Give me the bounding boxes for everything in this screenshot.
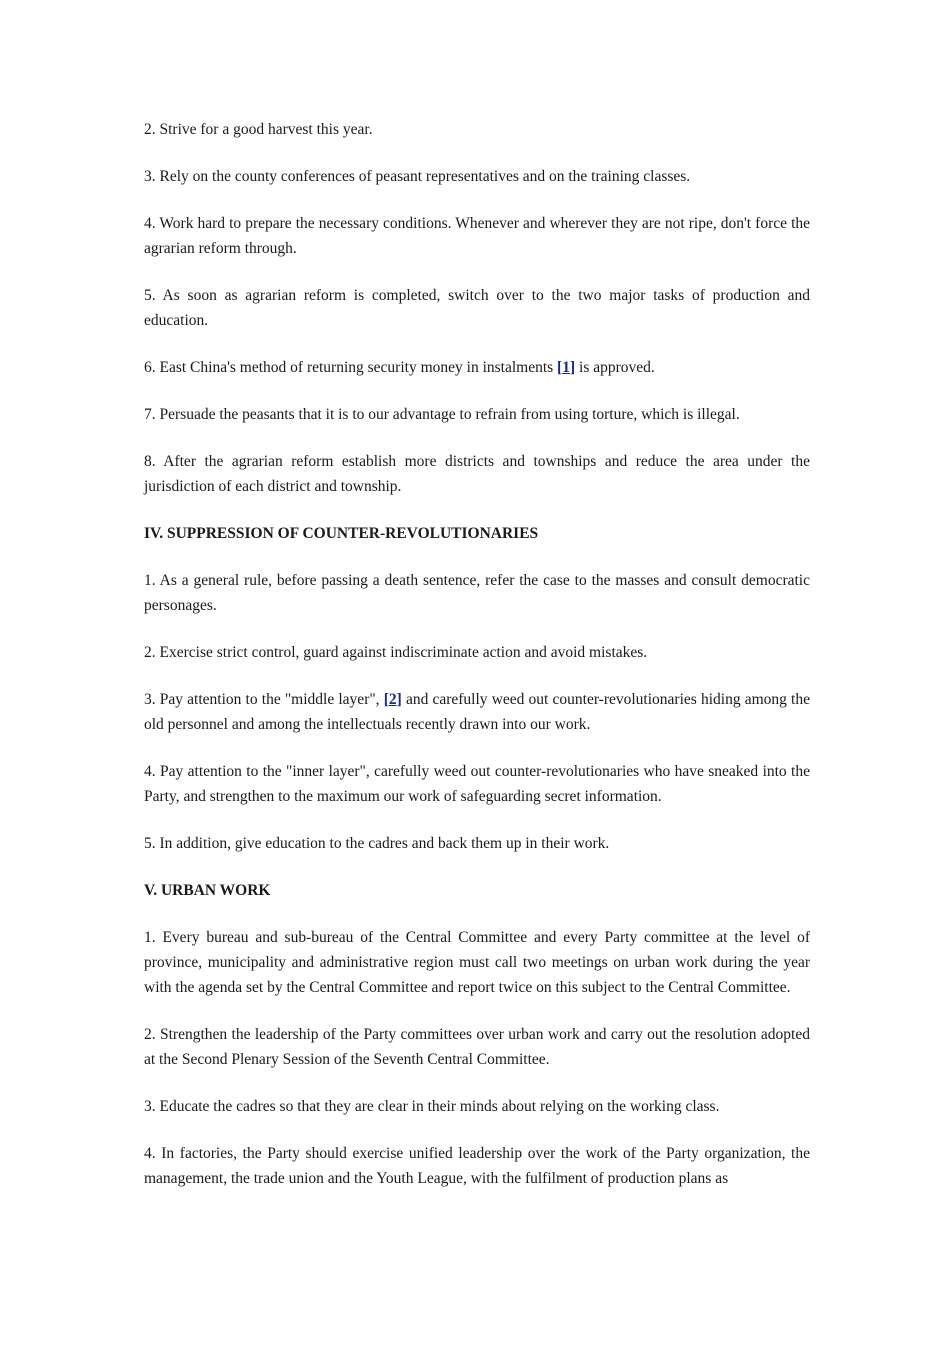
- footnote-ref-2[interactable]: [2]: [383, 691, 402, 708]
- section-heading-iv: IV. SUPPRESSION OF COUNTER-REVOLUTIONARIES: [144, 525, 539, 542]
- section-heading-v: V. URBAN WORK: [144, 882, 271, 899]
- item-land-8: 8. After the agrarian reform establish more districts and townships and reduce the area under the jurisdiction of each district and township.: [144, 453, 810, 495]
- item-land-2: 2. Strive for a good harvest this year.: [144, 121, 373, 138]
- footnote-link-1[interactable]: 1: [562, 359, 570, 376]
- item-suppression-3: [144, 687, 810, 737]
- item-land-7: 7. Persuade the peasants that it is to our advantage to refrain from using torture, which is illegal.: [144, 406, 740, 423]
- item-suppression-4: 4. Pay attention to the "inner layer", carefully weed out counter-revolutionaries who have sneaked into the Party, and strengthen to the maximum our work of safeguarding secret information.: [144, 763, 810, 805]
- item-urban-2: 2. Strengthen the leadership of the Party committees over urban work and carry out the resolution adopted at the Second Plenary Session of the Seventh Central Committee.: [144, 1026, 810, 1068]
- item-urban-3: 3. Educate the cadres so that they are clear in their minds about relying on the working class.: [144, 1098, 720, 1115]
- document-page: [144, 117, 810, 1213]
- item-land-5: 5. As soon as agrarian reform is completed, switch over to the two major tasks of production and education.: [144, 287, 810, 329]
- item-urban-1: 1. Every bureau and sub-bureau of the Central Committee and every Party committee at the level of province, municipality and administrative region must call two meetings on urban work during the year with the agenda set by the Central Committee and report twice on this subject to the Central Committee.: [144, 929, 810, 996]
- footnote-link-2[interactable]: 2: [388, 691, 397, 708]
- footnote-ref-1[interactable]: [1]: [557, 359, 576, 376]
- item-land-6: [144, 355, 810, 380]
- item-land-6-text-before: 6. East China's method of returning security money in instalments: [144, 359, 558, 376]
- item-land-4: 4. Work hard to prepare the necessary conditions. Whenever and wherever they are not ripe, don't force the agrarian reform through.: [144, 215, 810, 257]
- item-suppression-2: 2. Exercise strict control, guard against indiscriminate action and avoid mistakes.: [144, 644, 648, 661]
- item-land-6-text-after: is approved.: [575, 359, 655, 376]
- item-suppression-1: 1. As a general rule, before passing a death sentence, refer the case to the masses and consult democratic personages.: [144, 572, 810, 614]
- item-land-3: 3. Rely on the county conferences of peasant representatives and on the training classes.: [144, 168, 691, 185]
- item-suppression-3-text-before: 3. Pay attention to the "middle layer",: [144, 691, 384, 708]
- item-suppression-3-text-after: and carefully weed out counter-revolutionaries hiding among the old personnel and among the intellectuals recently drawn into our work.: [144, 691, 810, 733]
- item-urban-4: 4. In factories, the Party should exercise unified leadership over the work of the Party organization, the management, the trade union and the Youth League, with the fulfilment of production plans as: [144, 1145, 810, 1187]
- item-suppression-5: 5. In addition, give education to the cadres and back them up in their work.: [144, 835, 610, 852]
